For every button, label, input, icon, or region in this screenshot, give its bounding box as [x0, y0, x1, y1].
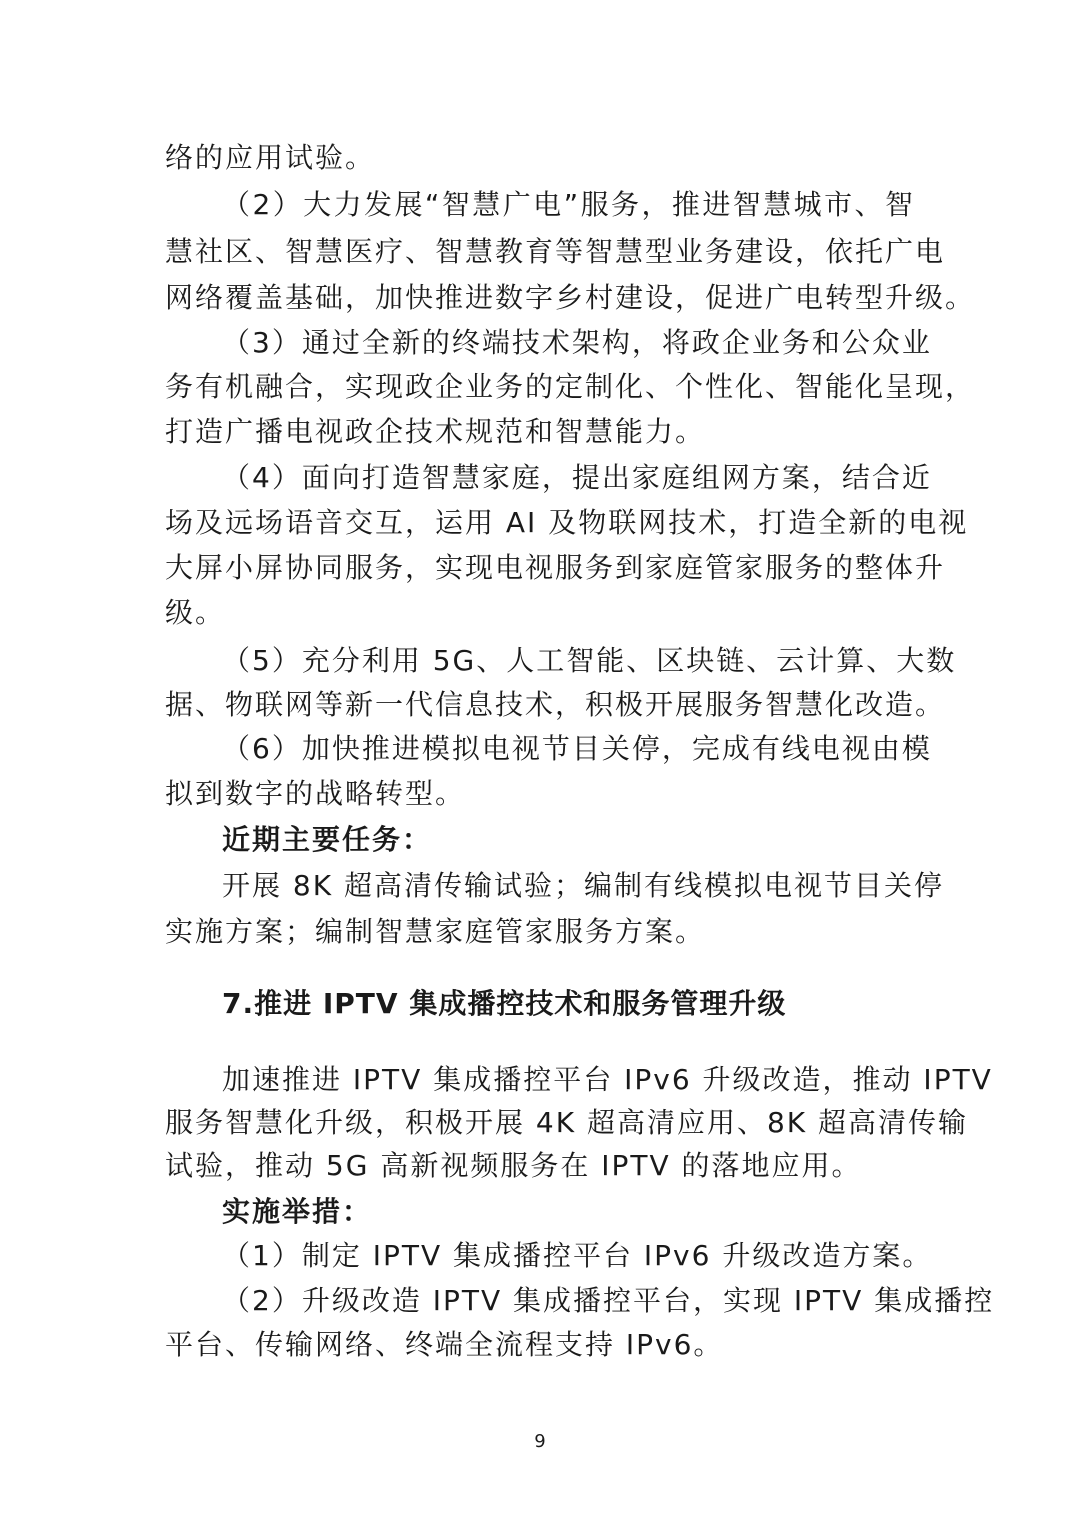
section-heading: 7.推进 IPTV 集成播控技术和服务管理升级	[222, 987, 787, 1020]
paragraph-line: （2）升级改造 IPTV 集成播控平台，实现 IPTV 集成播控	[222, 1284, 995, 1317]
paragraph-line: 络的应用试验。	[165, 141, 376, 174]
paragraph-line: 试验，推动 5G 高新视频服务在 IPTV 的落地应用。	[165, 1149, 862, 1182]
paragraph-line: 打造广播电视政企技术规范和智慧能力。	[165, 415, 706, 448]
paragraph-line: 网络覆盖基础，加快推进数字乡村建设，促进广电转型升级。	[165, 281, 976, 314]
paragraph-line: 级。	[165, 596, 226, 629]
paragraph-line: 据、物联网等新一代信息技术，积极开展服务智慧化改造。	[165, 688, 946, 721]
page-number: 9	[534, 1431, 546, 1452]
paragraph-line: 平台、传输网络、终端全流程支持 IPv6。	[165, 1328, 724, 1361]
paragraph-line: 慧社区、智慧医疗、智慧教育等智慧型业务建设，依托广电	[165, 235, 946, 268]
paragraph-line: （4）面向打造智慧家庭，提出家庭组网方案，结合近	[222, 461, 932, 494]
paragraph-line: 开展 8K 超高清传输试验；编制有线模拟电视节目关停	[222, 869, 944, 902]
paragraph-line: 务有机融合，实现政企业务的定制化、个性化、智能化呈现，	[165, 370, 976, 403]
paragraph-line: （1）制定 IPTV 集成播控平台 IPv6 升级改造方案。	[222, 1239, 933, 1272]
paragraph-line: 实施方案；编制智慧家庭管家服务方案。	[165, 915, 706, 948]
paragraph-line: 服务智慧化升级，积极开展 4K 超高清应用、8K 超高清传输	[165, 1106, 969, 1139]
paragraph-line: （2）大力发展“智慧广电”服务，推进智慧城市、智	[222, 188, 915, 221]
paragraph-line: 场及远场语音交互，运用 AI 及物联网技术，打造全新的电视	[165, 506, 969, 539]
paragraph-line: （3）通过全新的终端技术架构，将政企业务和公众业	[222, 326, 932, 359]
subheading-measures: 实施举措：	[222, 1195, 373, 1228]
paragraph-line: 加速推进 IPTV 集成播控平台 IPv6 升级改造，推动 IPTV	[222, 1063, 993, 1096]
paragraph-line: （5）充分利用 5G、人工智能、区块链、云计算、大数	[222, 644, 957, 677]
subheading-near-term-tasks: 近期主要任务：	[222, 823, 433, 856]
paragraph-line: 大屏小屏协同服务，实现电视服务到家庭管家服务的整体升	[165, 551, 946, 584]
paragraph-line: （6）加快推进模拟电视节目关停，完成有线电视由模	[222, 732, 932, 765]
paragraph-line: 拟到数字的战略转型。	[165, 777, 466, 810]
